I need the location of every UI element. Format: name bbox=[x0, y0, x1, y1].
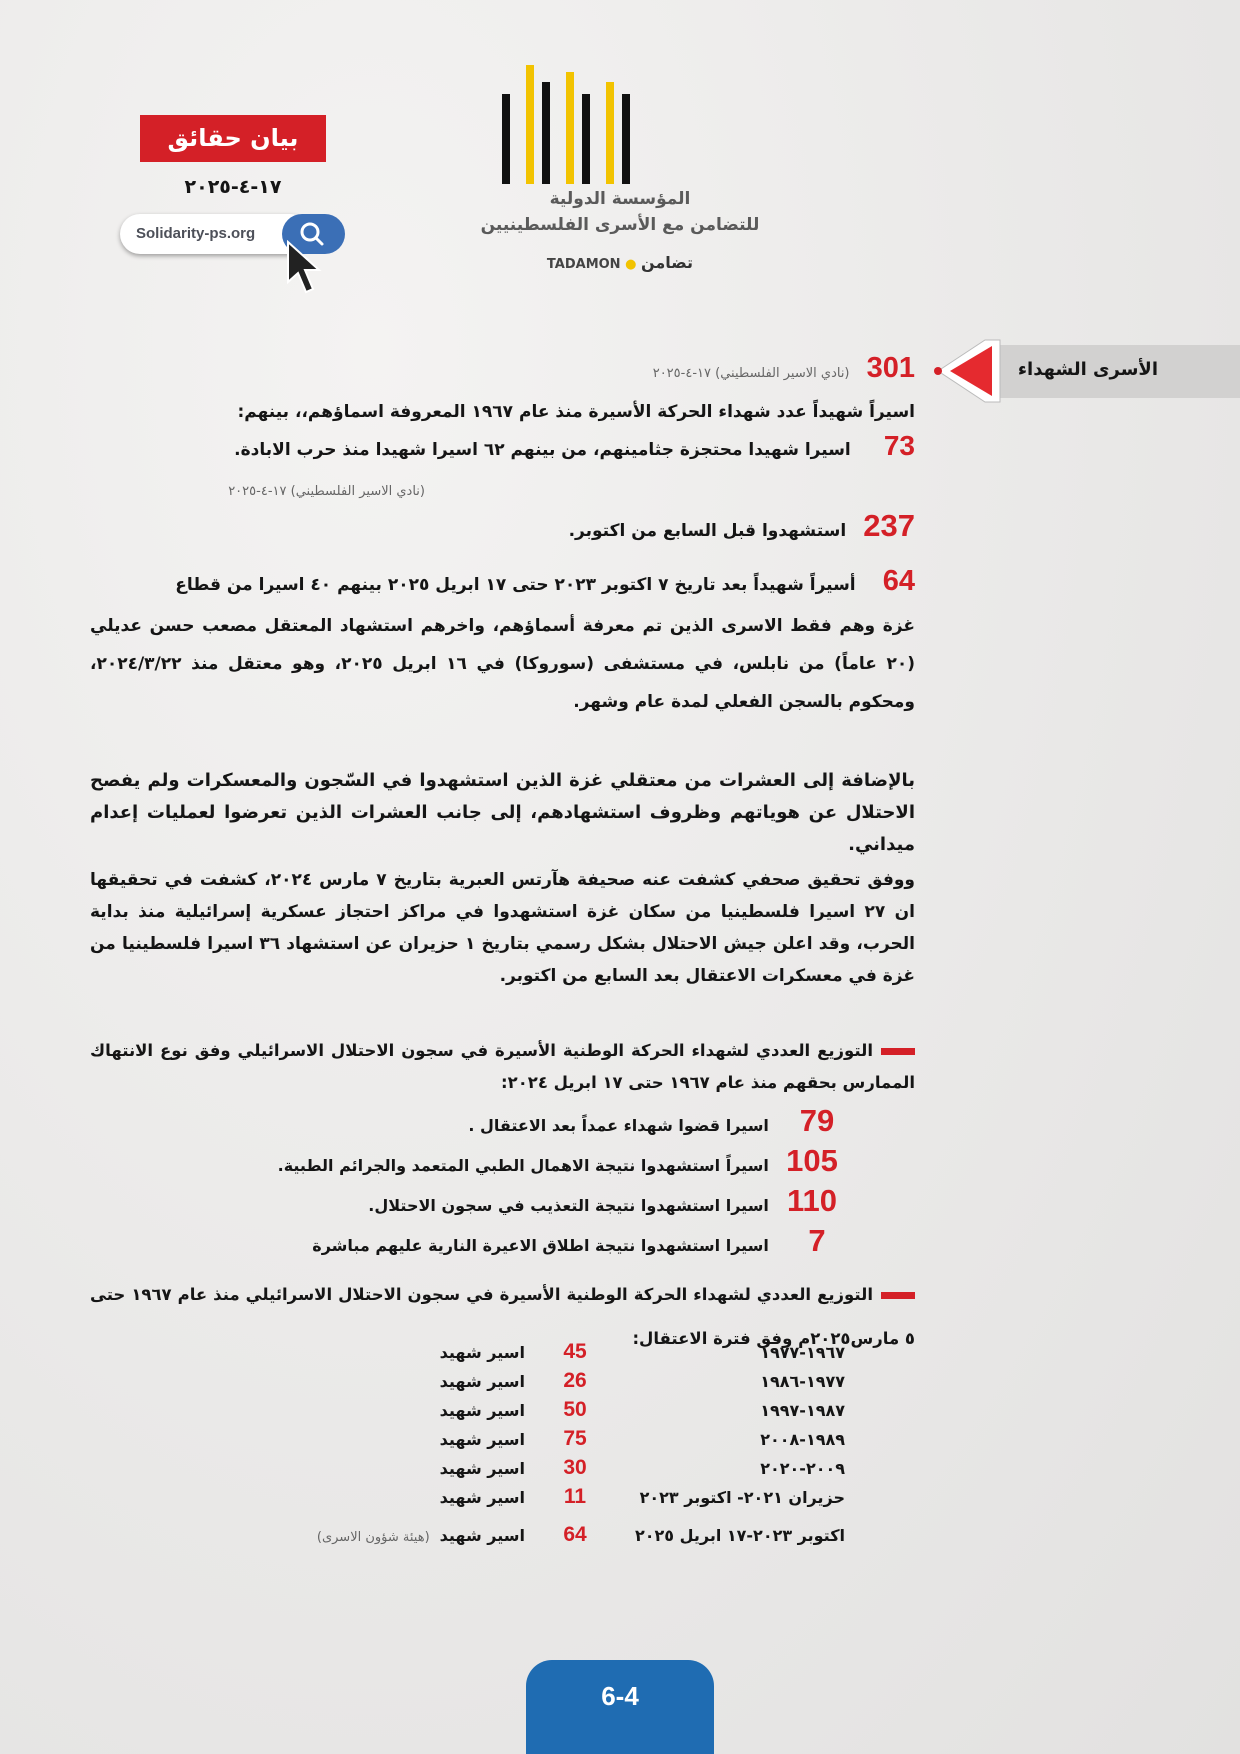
period-count: 11 bbox=[563, 1485, 587, 1508]
period-row bbox=[195, 1456, 845, 1485]
page-number: 6-4 bbox=[526, 1660, 714, 1754]
period-count: 26 bbox=[563, 1369, 587, 1392]
period-label: اسير شهيد bbox=[439, 1372, 525, 1391]
period-count: 50 bbox=[563, 1398, 587, 1421]
violation-text: اسيرا قضوا شهداء عمداً بعد الاعتقال . bbox=[468, 1116, 769, 1135]
brand-arabic: تضامن bbox=[640, 253, 694, 272]
period-source: (هيئة شؤون الاسرى) bbox=[316, 1530, 430, 1545]
period-label: اسير شهيد bbox=[439, 1526, 525, 1545]
section-title: الأسرى الشهداء bbox=[1017, 359, 1158, 380]
tadamon-logo bbox=[470, 60, 770, 275]
item-number: 237 bbox=[863, 508, 915, 543]
period-row bbox=[195, 1340, 845, 1369]
item-number: 64 bbox=[882, 565, 915, 597]
violation-row bbox=[142, 1223, 842, 1259]
period-count: 64 bbox=[563, 1523, 587, 1546]
period-range: حزيران ٢٠٢١- اكتوبر ٢٠٢٣ bbox=[639, 1488, 845, 1507]
org-name-line1: المؤسسة الدولية bbox=[549, 189, 691, 209]
section-arrow-icon bbox=[930, 330, 1002, 412]
item-text: أسيراً شهيداً بعد تاريخ ٧ اكتوبر ٢٠٢٣ حتى ١٧ ابريل ٢٠٢٥ بينهم ٤٠ اسيرا من قطاع bbox=[175, 575, 856, 595]
period-label: اسير شهيد bbox=[439, 1430, 525, 1449]
violation-number: 105 bbox=[786, 1143, 838, 1178]
violation-heading bbox=[90, 1035, 915, 1099]
violation-row bbox=[142, 1183, 842, 1219]
period-range: ١٩٨٩-٢٠٠٨ bbox=[760, 1430, 845, 1449]
item-64-details: غزة وهم فقط الاسرى الذين تم معرفة أسماؤهم، واخرهم استشهاد المعتقل مصعب حسن عديلي (٢٠ عاماً) من نابلس، في مستشفى (سوروكا) في ١٦ ابريل ٢٠٢٥، وهو معتقل منذ ٢٠٢٤/٣/٢٢، ومحكوم بالسجن الفعلي لمدة عام وشهر. bbox=[90, 616, 915, 712]
period-row bbox=[195, 1369, 845, 1398]
violation-text: اسيرا استشهدوا نتيجة التعذيب في سجون الاحتلال. bbox=[368, 1196, 769, 1215]
item-64 bbox=[95, 565, 915, 603]
period-row bbox=[195, 1427, 845, 1456]
org-name-line2: للتضامن مع الأسرى الفلسطينيين bbox=[480, 215, 760, 235]
item-text: استشهدوا قبل السابع من اكتوبر. bbox=[568, 521, 847, 541]
period-label: اسير شهيد bbox=[439, 1343, 525, 1362]
period-count: 30 bbox=[563, 1456, 587, 1479]
period-range: ١٩٨٧-١٩٩٧ bbox=[760, 1401, 845, 1420]
period-range: ١٩٦٧-١٩٧٧ bbox=[760, 1343, 845, 1362]
violation-number: 7 bbox=[808, 1223, 826, 1258]
item-237 bbox=[95, 508, 915, 549]
violation-number: 110 bbox=[786, 1183, 837, 1218]
item-text: اسيرا شهيدا محتجزة جثامينهم، من بينهم ٦٢ اسيرا شهيدا منذ حرب الابادة. bbox=[234, 440, 851, 460]
period-label: اسير شهيد bbox=[439, 1488, 525, 1507]
period-heading-text: التوزيع العددي لشهداء الحركة الوطنية الأسيرة في سجون الاحتلال الاسرائيلي منذ عام ١٩٦٧ حتى ٥ مارس٢٠٢٥م وفق فترة الاعتقال: bbox=[90, 1285, 915, 1348]
item-number: 73 bbox=[883, 430, 915, 461]
violation-number: 79 bbox=[799, 1103, 835, 1138]
item-73-source: (نادي الاسير الفلسطيني) ١٧-٤-٢٠٢٥ bbox=[228, 484, 425, 499]
period-count: 45 bbox=[563, 1340, 587, 1363]
violation-row bbox=[142, 1103, 842, 1139]
intro-number: 301 bbox=[866, 352, 915, 384]
period-count: 75 bbox=[563, 1427, 587, 1450]
period-label: اسير شهيد bbox=[439, 1401, 525, 1420]
period-row bbox=[195, 1398, 845, 1427]
period-row bbox=[195, 1485, 845, 1523]
fact-sheet-badge: بيان حقائق bbox=[140, 115, 326, 162]
section-tab bbox=[1000, 345, 1240, 398]
paragraph-haaretz: ووفق تحقيق صحفي كشفت عنه صحيفة هآرتس العبرية بتاريخ ٧ مارس ٢٠٢٤، كشفت في تحقيقها ان ٢٧ اسيرا فلسطينيا من سكان غزة استشهدوا في مراكز احتجاز عسكرية إسرائيلية منذ بداية الحرب، وقد اعلن جيش الاحتلال بشكل رسمي بتاريخ ١ حزيران عن استشهاد ٣٦ اسيرا فلسطينيا من غزة في معسكرات الاعتقال بعد السابع من اكتوبر. bbox=[90, 870, 915, 986]
violation-text: اسيراً استشهدوا نتيجة الاهمال الطبي المتعمد والجرائم الطبية. bbox=[277, 1156, 769, 1175]
violation-heading-text: التوزيع العددي لشهداء الحركة الوطنية الأسيرة في سجون الاحتلال الاسرائيلي وفق نوع الانتهاك الممارس بحقهم منذ عام ١٩٦٧ حتى ١٧ ابريل ٢٠٢٤: bbox=[90, 1041, 915, 1092]
period-label: اسير شهيد bbox=[439, 1459, 525, 1478]
intro-source: (نادي الاسير الفلسطيني) ١٧-٤-٢٠٢٥ bbox=[652, 366, 850, 381]
bullet-marker bbox=[881, 1048, 915, 1055]
intro-head bbox=[355, 352, 915, 385]
period-range: اكتوبر ٢٠٢٣-١٧ ابريل ٢٠٢٥ bbox=[634, 1526, 845, 1545]
intro-text: اسيراً شهيداً عدد شهداء الحركة الأسيرة منذ عام ١٩٦٧ المعروفة اسماؤهم،، بينهم: bbox=[237, 402, 915, 422]
item-73 bbox=[95, 430, 915, 468]
violation-text: اسيرا استشهدوا نتيجة اطلاق الاعيرة النارية عليهم مباشرة bbox=[312, 1236, 769, 1255]
search-text: Solidarity-ps.org bbox=[120, 214, 310, 254]
violation-row bbox=[142, 1143, 842, 1179]
bullet-marker bbox=[881, 1292, 915, 1299]
brand-english: TADAMON bbox=[546, 257, 621, 272]
issue-date: ١٧-٤-٢٠٢٥ bbox=[184, 176, 282, 198]
period-table bbox=[195, 1340, 845, 1552]
period-row bbox=[195, 1523, 845, 1552]
period-range: ١٩٧٧-١٩٨٦ bbox=[760, 1372, 845, 1391]
pointer-cursor-icon bbox=[285, 240, 325, 300]
brand-mark: TADAMON ● تضامن bbox=[546, 253, 694, 272]
period-range: ٢٠٠٩-٢٠٢٠ bbox=[760, 1459, 845, 1478]
paragraph-executions: بالإضافة إلى العشرات من معتقلي غزة الذين استشهدوا في السّجون والمعسكرات ولم يفصح الاحتلال عن هوياتهم وظروف استشهادهم، إلى جانب العشرات الذين تعرضوا لعمليات إعدام ميداني. bbox=[90, 770, 915, 855]
